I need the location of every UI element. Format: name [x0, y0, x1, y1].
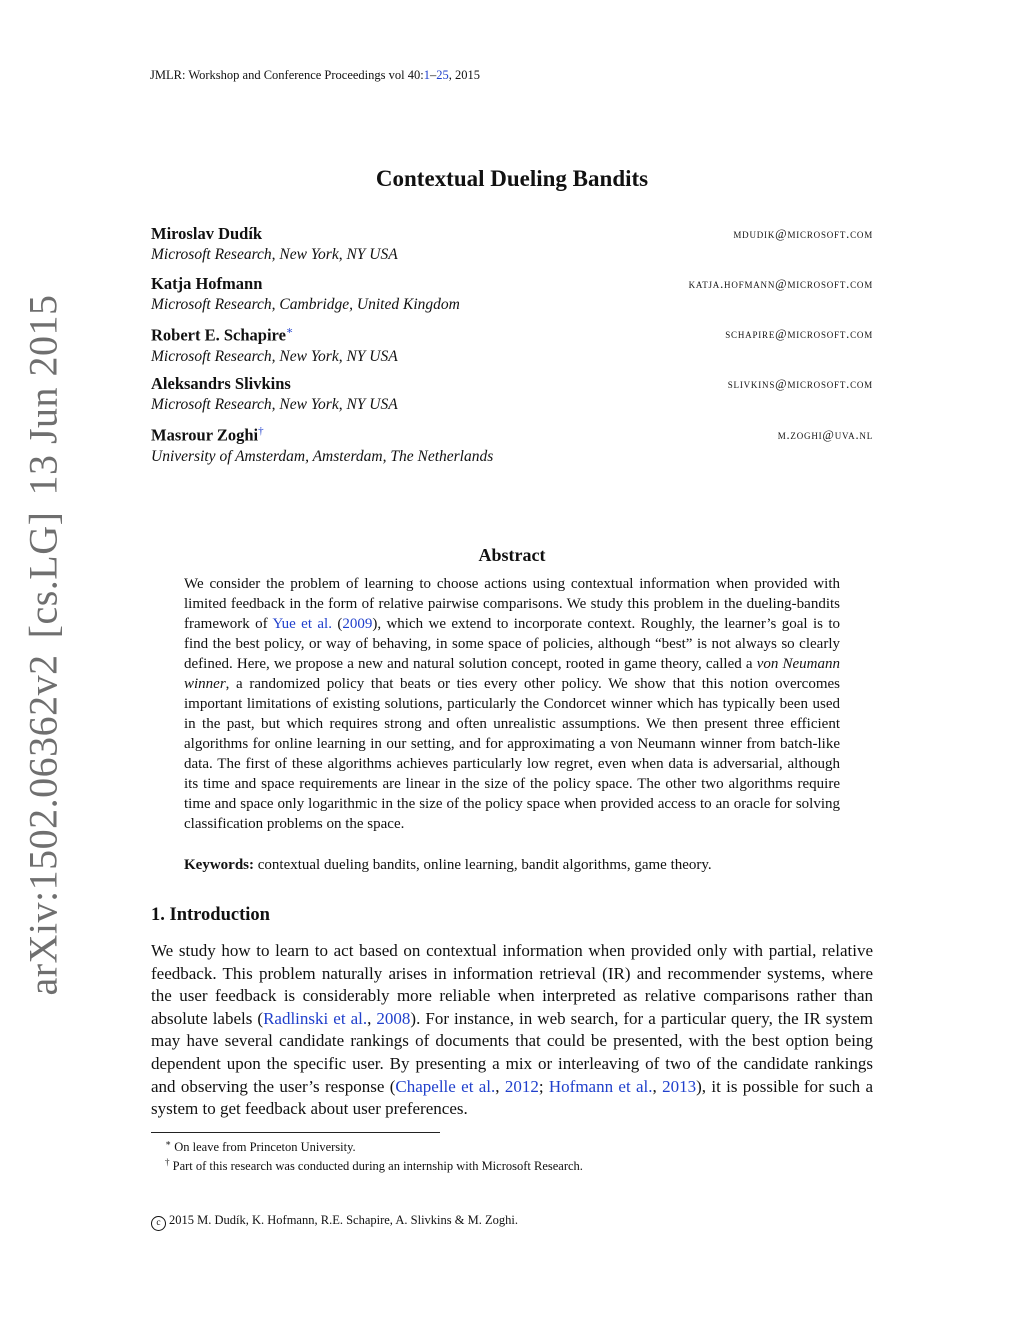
author-name-text: Aleksandrs Slivkins: [151, 374, 291, 393]
citation-year-link-yue[interactable]: 2009: [342, 616, 373, 632]
author-email: slivkins@microsoft.com: [727, 377, 873, 391]
author-name-text: Katja Hofmann: [151, 274, 263, 293]
author-email: schapire@microsoft.com: [725, 327, 873, 341]
intro-text-part: We study how to learn to act based on contextual information when provided only with partial, relative feedback. This problem naturally arises in information retrieval (IR) and recommender systems, where the user feedback is considerably more reliable when interpreted as relative comparisons rather than absolute labels (: [151, 941, 873, 1028]
header-venue: JMLR: Workshop and Conference Proceedings vol 40:: [150, 68, 424, 82]
footnote-text: Part of this research was conducted during an internship with Microsoft Research.: [172, 1159, 583, 1174]
author-email: katja.hofmann@microsoft.com: [688, 277, 873, 291]
abstract-heading: Abstract: [478, 545, 546, 565]
emphasized-term: von Neumann winner: [184, 656, 840, 692]
author-name-text: Miroslav Dudík: [151, 224, 263, 243]
intro-text-part: ), it is possible for such a system to get feedback about user preferences.: [151, 1076, 873, 1119]
footnote-mark-link[interactable]: ∗: [285, 325, 294, 337]
running-header: [150, 68, 480, 83]
paper-title: Contextual Dueling Bandits: [375, 166, 649, 191]
keywords-label: Keywords:: [184, 857, 254, 873]
footnote-text: On leave from Princeton University.: [174, 1140, 356, 1155]
author-block: [151, 374, 873, 414]
footnote-mark: †: [165, 1157, 170, 1167]
intro-text-part: ). For instance, in web search, for a particular query, the IR system may have several candidate rankings of documents that could be presented, with the best option being dependent upon the specific user. By presenting a mix or interleaving of two of the candidate rankings and observing the user’s response (: [151, 1008, 873, 1096]
citation-link-chapelle[interactable]: Chapelle et al.: [395, 1076, 496, 1096]
footnote: [165, 1157, 583, 1174]
author-affiliation: University of Amsterdam, Amsterdam, The Netherlands: [151, 447, 494, 465]
author-affiliation: Microsoft Research, New York, NY USA: [151, 347, 398, 365]
intro-text-part: ;: [538, 1076, 549, 1096]
arxiv-id: arXiv:1502.06362v2: [20, 654, 66, 996]
abstract-text-part: (: [331, 616, 343, 632]
page-start-link[interactable]: 1: [423, 68, 430, 82]
introduction-paragraph: [151, 940, 873, 1121]
section-heading-introduction: 1. Introduction: [151, 905, 270, 925]
page-end-link[interactable]: 25: [436, 68, 449, 82]
author-name: [151, 425, 873, 446]
citation-link-radlinski[interactable]: Radlinski et al.: [263, 1008, 368, 1028]
keywords-text: contextual dueling bandits, online learning, bandit algorithms, game theory.: [254, 857, 712, 873]
citation-year-link-chapelle[interactable]: 2012: [504, 1076, 539, 1096]
page-range-separator: –: [429, 68, 437, 82]
footnote-divider: [151, 1132, 440, 1133]
author-name-text: Robert E. Schapire: [151, 325, 286, 345]
abstract-text-part: , a randomized policy that beats or ties every other policy. We show that this notion overcomes important limitations of existing solutions, particularly the Condorcet winner which has typically been used in the past, but which requires strong and often unrealistic assumptions. We then present three efficient algorithms for online learning in our setting, and for approximating a von Neumann winner from batch-like data. The first of these algorithms achieves particularly low regret, even when data is adversarial, although its time and space requirements are linear in the size of the policy space. The other two algorithms require time and space only logarithmic in the size of the policy space when provided access to an oracle for solving classification problems on the space.: [184, 676, 840, 832]
intro-text-part: ,: [652, 1076, 663, 1096]
author-block: [151, 324, 873, 366]
keywords-line: [184, 855, 840, 875]
arxiv-category: [cs.LG]: [20, 511, 66, 639]
abstract-text-part: We consider the problem of learning to choose actions using contextual information when provided with limited feedback in the form of relative pairwise comparisons. We study this problem in the dueling-bandits framework of: [184, 576, 840, 632]
author-email: m.zoghi@uva.nl: [777, 428, 873, 442]
author-email: mdudik@microsoft.com: [733, 227, 873, 241]
intro-text-part: ,: [367, 1008, 377, 1028]
intro-text-part: ,: [495, 1076, 505, 1096]
footnote-mark: ∗: [165, 1138, 172, 1148]
citation-year-link-hofmann[interactable]: 2013: [662, 1076, 697, 1096]
author-affiliation: Microsoft Research, New York, NY USA: [151, 396, 398, 413]
citation-year-link-radlinski[interactable]: 2008: [376, 1008, 411, 1028]
footnote: [165, 1138, 356, 1155]
arxiv-identifier-stamp: [20, 294, 67, 995]
copyright-icon: c: [151, 1216, 166, 1231]
author-name-text: Masrour Zoghi: [151, 425, 259, 445]
abstract-text-part: ), which we extend to incorporate context. Roughly, the learner’s goal is to find the best policy, or way of behaving, in some space of policies, although “best” is not always so clearly defined. Here, we propose a new and natural solution concept, rooted in game theory, called a: [184, 616, 840, 672]
author-block: [151, 224, 873, 264]
copyright-text: 2015 M. Dudík, K. Hofmann, R.E. Schapire, A. Slivkins & M. Zoghi.: [169, 1213, 518, 1227]
footnote-mark-link[interactable]: †: [258, 425, 264, 437]
citation-link-yue[interactable]: Yue et al.: [272, 616, 332, 632]
copyright-line: [151, 1213, 518, 1231]
header-year: , 2015: [448, 68, 480, 82]
abstract-text: [184, 574, 840, 834]
author-affiliation: Microsoft Research, Cambridge, United Kingdom: [151, 296, 460, 313]
author-block: [151, 274, 873, 314]
author-affiliation: Microsoft Research, New York, NY USA: [151, 246, 398, 263]
arxiv-date: 13 Jun 2015: [20, 294, 66, 496]
author-block: [151, 425, 873, 466]
citation-link-hofmann[interactable]: Hofmann et al.: [548, 1076, 653, 1096]
